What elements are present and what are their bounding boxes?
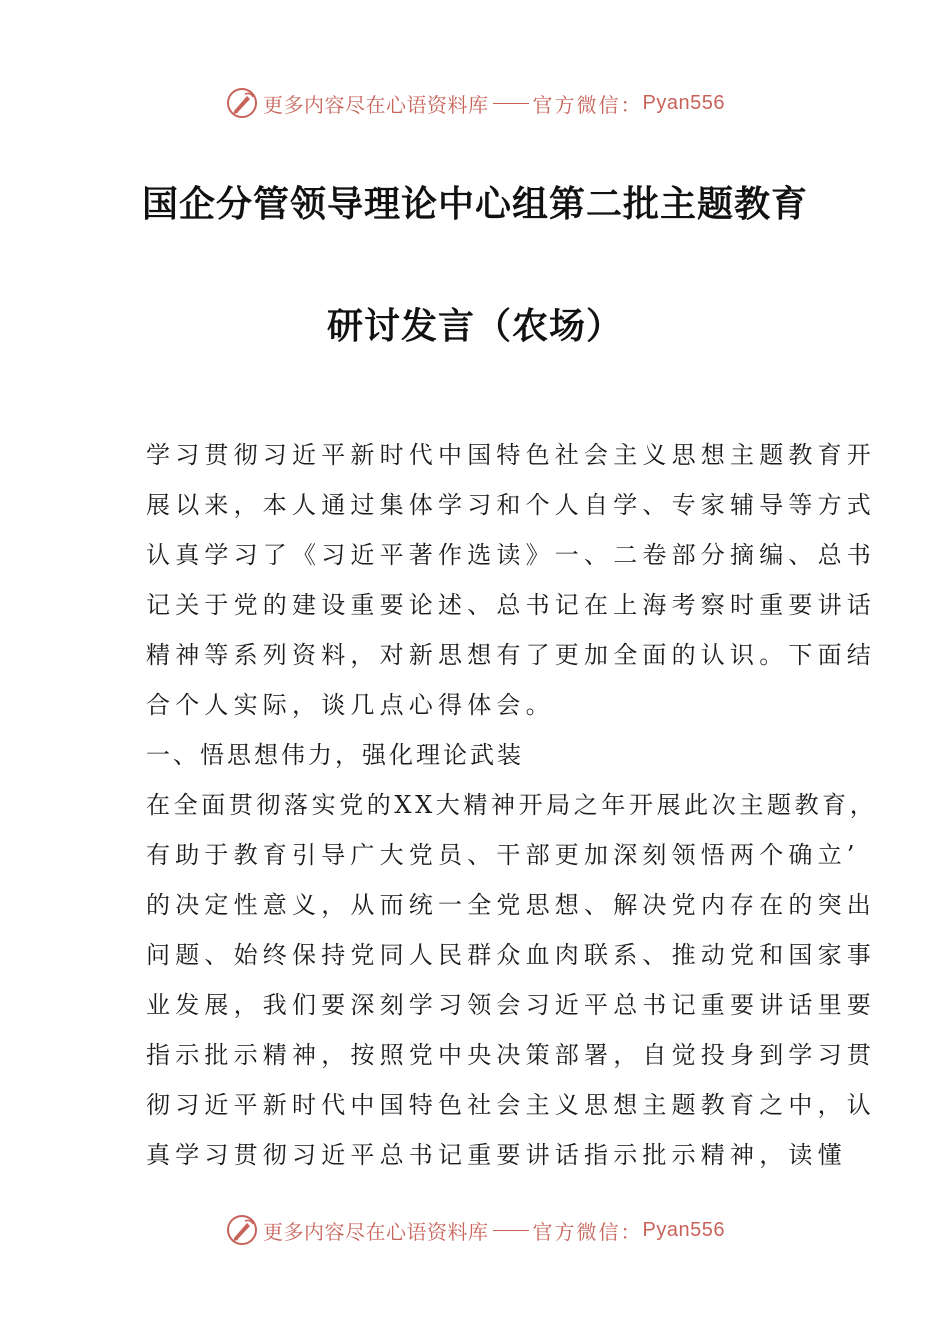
body-line: 业发展，我们要深刻学习领会习近平总书记重要讲话里要 [146, 991, 876, 1019]
banner-wechat-id: Pyan556 [642, 1218, 725, 1241]
banner-wechat-label: 官方微信： [532, 92, 643, 117]
banner-prefix-text: 更多内容尽在心语资料库 [263, 92, 489, 117]
document-title-line-1: 国企分管领导理论中心组第二批主题教育 [141, 184, 808, 225]
banner-wechat-label: 官方微信： [532, 1219, 643, 1244]
body-line: 问题、始终保持党同人民群众血肉联系、推动党和国家事 [146, 941, 876, 969]
body-line: 记关于党的建设重要论述、总书记在上海考察时重要讲话 [146, 591, 876, 619]
body-line: 认真学习了《习近平著作选读》一、二卷部分摘编、总书 [146, 541, 876, 569]
body-line: 彻习近平新时代中国特色社会主义思想主题教育之中，认 [146, 1091, 876, 1119]
pen-logo-icon [225, 86, 259, 120]
body-line: 指示批示精神，按照党中央决策部署，自觉投身到学习贯 [146, 1041, 876, 1069]
body-line: 在全面贯彻落实党的XX大精神开局之年开展此次主题教育， [146, 791, 878, 819]
banner-dash [493, 103, 529, 104]
body-line: 的决定性意义，从而统一全党思想、解决党内存在的突出 [146, 891, 876, 919]
body-line: 精神等系列资料，对新思想有了更加全面的认识。下面结 [146, 641, 876, 669]
body-line: 学习贯彻习近平新时代中国特色社会主义思想主题教育开 [146, 441, 876, 469]
document-body [146, 430, 878, 1180]
section-heading: 一、悟思想伟力，强化理论武装 [146, 741, 524, 769]
banner-dash [493, 1230, 529, 1231]
body-line: 有助于教育引导广大党员、干部更加深刻领悟两个确立’ [146, 841, 860, 869]
banner-wechat-id: Pyan556 [642, 91, 725, 114]
body-line: 展以来，本人通过集体学习和个人自学、专家辅导等方式 [146, 491, 876, 519]
watermark-banner-bottom [0, 1210, 950, 1250]
body-line: 合个人实际，谈几点心得体会。 [146, 691, 555, 719]
banner-prefix-text: 更多内容尽在心语资料库 [263, 1219, 489, 1244]
watermark-banner-top [0, 83, 950, 123]
pen-logo-icon [225, 1213, 259, 1247]
body-line: 真学习贯彻习近平总书记重要讲话指示批示精神，读懂 [146, 1141, 847, 1169]
document-title-line-2: 研讨发言（农场） [326, 306, 623, 347]
